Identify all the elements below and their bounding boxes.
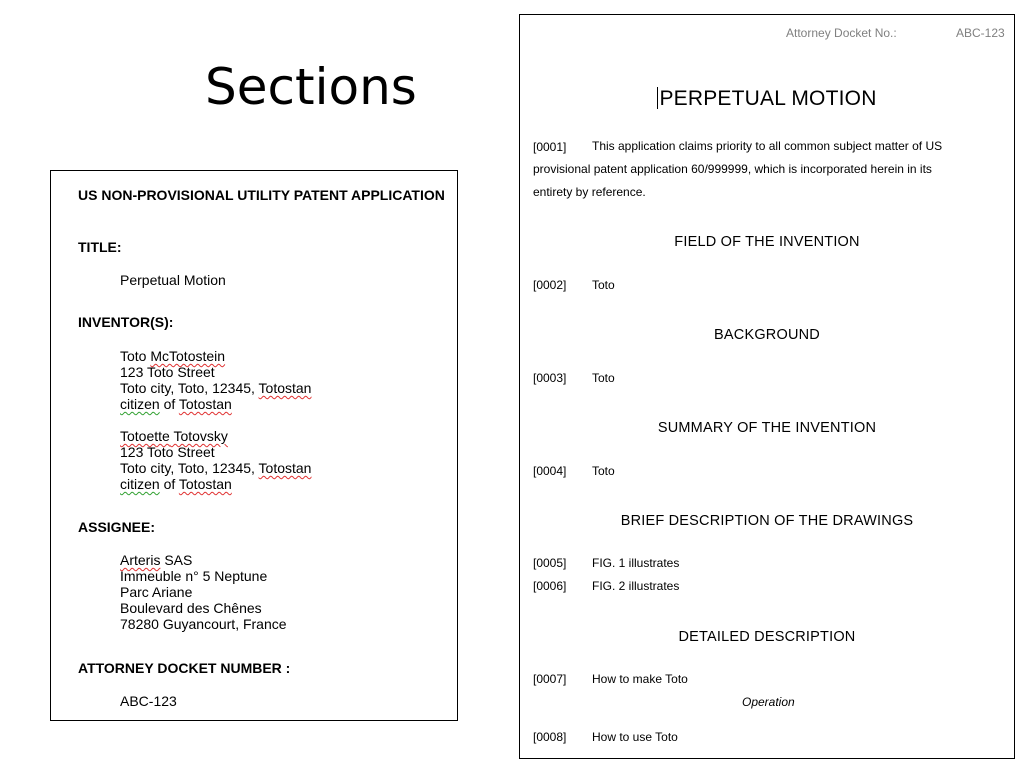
section-heading-field: FIELD OF THE INVENTION xyxy=(674,234,860,250)
paragraph-text-line: entirety by reference. xyxy=(533,185,646,199)
document-title: PERPETUAL MOTION xyxy=(659,87,877,110)
inventor-street: 123 Toto Street xyxy=(120,444,215,460)
paragraph-text-line: This application claims priority to all common subject matter of US xyxy=(592,139,943,153)
docket-number-value: ABC-123 xyxy=(120,693,177,709)
docket-header-value: ABC-123 xyxy=(956,26,1005,40)
paragraph-text: Toto xyxy=(592,278,615,292)
assignee-label: ASSIGNEE: xyxy=(78,519,156,535)
title-value: Perpetual Motion xyxy=(120,272,226,288)
paragraph-number: [0008] xyxy=(533,730,567,744)
paragraph-text: How to make Toto xyxy=(592,672,688,686)
paragraph-text: FIG. 1 illustrates xyxy=(592,556,680,570)
assignee-address-line: Parc Ariane xyxy=(120,584,193,600)
inventor-city: Toto city, Toto, 12345, Totostan xyxy=(120,460,312,476)
paragraph-text: Toto xyxy=(592,371,615,385)
paragraph-text-line: provisional patent application 60/999999, which is incorporated herein in its xyxy=(533,162,932,176)
inventor-citizenship: citizen of Totostan xyxy=(120,476,232,492)
cover-sheet-page xyxy=(50,170,458,721)
inventor-name: Toto McTotostein xyxy=(120,348,226,364)
inventor-city: Toto city, Toto, 12345, Totostan xyxy=(120,380,312,396)
subsection-heading-operation: Operation xyxy=(742,695,795,709)
assignee-address-line: Boulevard des Chênes xyxy=(120,600,262,616)
paragraph-text: FIG. 2 illustrates xyxy=(592,579,680,593)
paragraph-number: [0006] xyxy=(533,579,567,593)
inventor-1-block xyxy=(120,348,311,412)
slide-title: Sections xyxy=(205,58,417,116)
assignee-block xyxy=(120,552,287,632)
inventor-2-block xyxy=(120,428,311,492)
assignee-address-line: Immeuble n° 5 Neptune xyxy=(120,568,268,584)
title-label: TITLE: xyxy=(78,239,122,255)
paragraph-text: Toto xyxy=(592,464,615,478)
application-type-heading: US NON-PROVISIONAL UTILITY PATENT APPLICATION xyxy=(78,187,445,203)
inventor-name: Totoette Totovsky xyxy=(120,428,228,444)
paragraph-number: [0002] xyxy=(533,278,567,292)
section-heading-detailed: DETAILED DESCRIPTION xyxy=(678,629,856,645)
section-heading-background: BACKGROUND xyxy=(714,327,820,343)
paragraph-text: How to use Toto xyxy=(592,730,678,744)
section-heading-summary: SUMMARY OF THE INVENTION xyxy=(657,420,877,436)
paragraph-number: [0004] xyxy=(533,464,567,478)
specification-page xyxy=(519,14,1015,759)
paragraph-number: [0001] xyxy=(533,140,567,154)
inventor-citizenship: citizen of Totostan xyxy=(120,396,232,412)
paragraph-number: [0003] xyxy=(533,371,567,385)
assignee-address-line: 78280 Guyancourt, France xyxy=(120,616,287,632)
paragraph-number: [0005] xyxy=(533,556,567,570)
section-heading-drawings: BRIEF DESCRIPTION OF THE DRAWINGS xyxy=(620,513,914,529)
inventor-street: 123 Toto Street xyxy=(120,364,215,380)
docket-header-label: Attorney Docket No.: xyxy=(786,26,897,40)
docket-number-label: ATTORNEY DOCKET NUMBER : xyxy=(78,660,291,676)
inventors-label: INVENTOR(S): xyxy=(78,314,174,330)
paragraph-number: [0007] xyxy=(533,672,567,686)
assignee-name: Arteris SAS xyxy=(120,552,193,568)
